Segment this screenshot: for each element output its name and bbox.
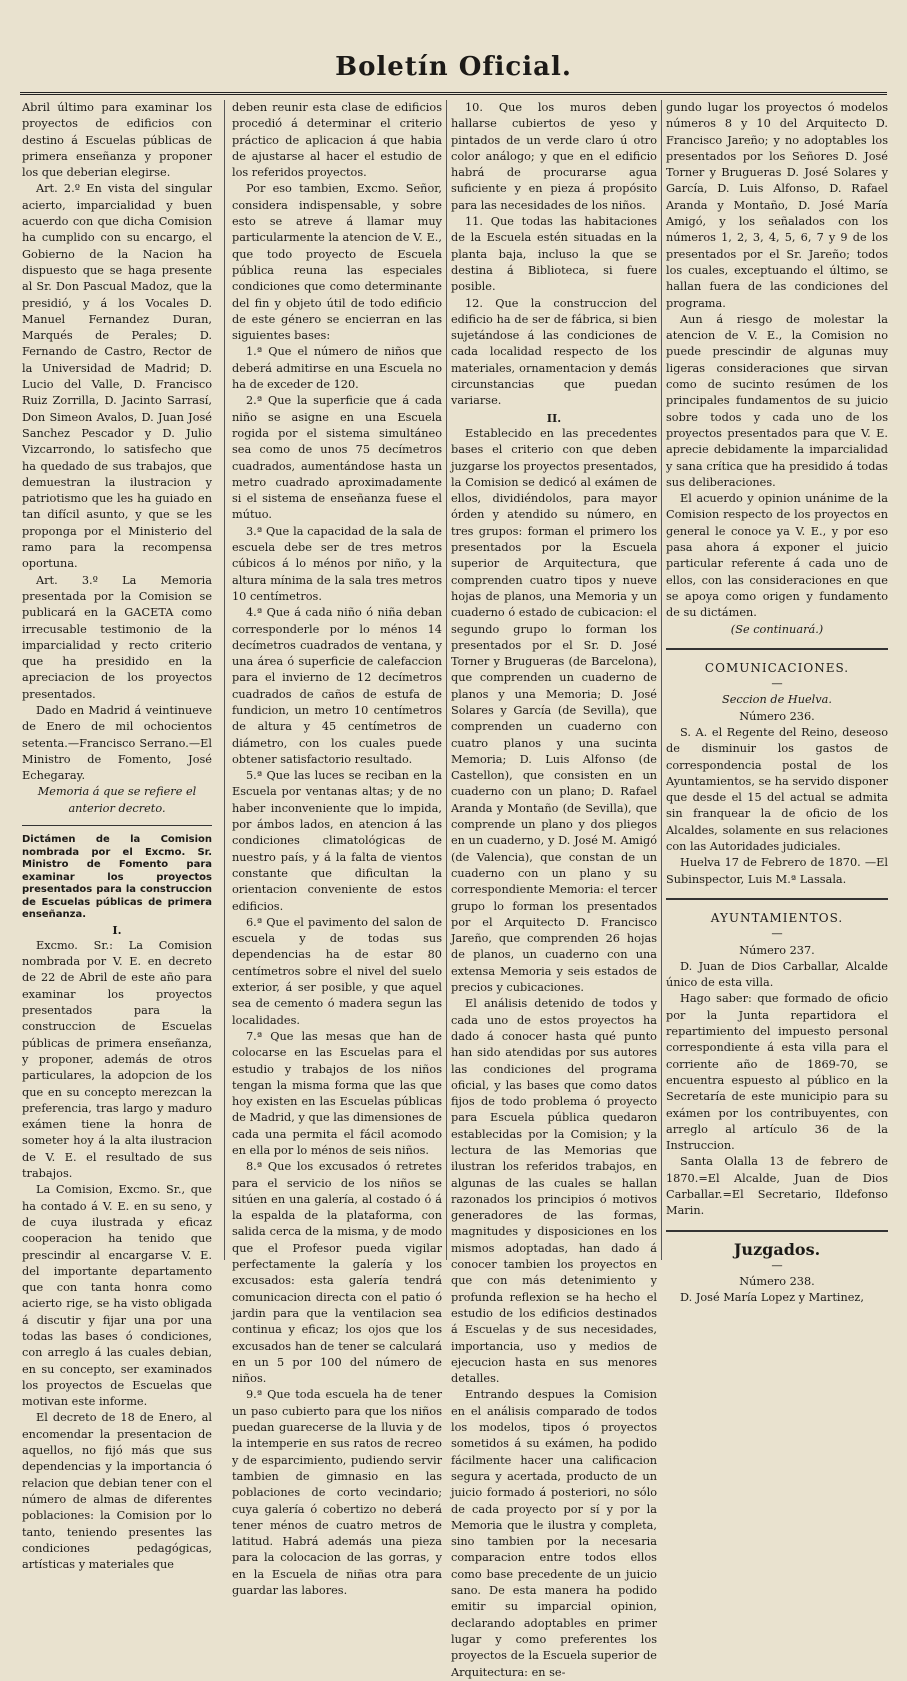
base-9: 9.ª Que toda escuela ha de tener un paso cubierto para que los niños puedan guarecerse de la lluvia y de la intemperie en sus ratos de recreo y de esparcimiento, pudiendo servir tambien de gimnasio en las poblaciones de corto vecindario; cuya galería ó cobertizo no deberá tener ménos de cuatro metros de latitud. Habrá además una pieza para la colocacion de las gorras, y en la Escuela de niñas otra para guardar las labores. xyxy=(232,1388,442,1598)
notice-number: Número 237. xyxy=(739,943,815,957)
base-2: 2.ª Que la superficie que á cada niño se asigne en una Escuela rogida por el sistema simultáneo sea como de unos 75 decímetros cuadrados, aumentándose hasta un metro cuadrado aproximadamente si el sistema de enseñanza fuese el mútuo. xyxy=(232,394,442,522)
section-number: II. xyxy=(546,410,562,425)
paragraph: El análisis detenido de todos y cada uno de estos proyectos ha dado á conocer hasta qué punto han sido atendidas por sus autores las condiciones del programa oficial, y las bases que como datos fijos de todo problema ó proyecto para Escuela pública quedaron establecidas por la Comision; y la lectura de las Memorias que ilustran los referidos trabajos, en algunas de las cuales se hallan razonados los principios ó motivos generadores de las formas, magnitudes y disposiciones en los mismos adoptadas, han dado á conocer tambien los proyectos en que con más detenimiento y profunda reflexion se ha hecho el estudio de los edificios destinados á Escuelas y de sus necesidades, importancia, uso y medios de ejecucion hasta en sus menores detalles. xyxy=(451,997,657,1386)
column-divider xyxy=(446,100,447,1260)
dash: — xyxy=(771,677,783,691)
column-2 xyxy=(232,100,442,1598)
base-1: 1.ª Que el número de niños que deberá admitirse en una Escuela no ha de exceder de 120. xyxy=(232,345,442,392)
dash: — xyxy=(771,927,783,941)
paragraph: D. Juan de Dios Carballar, Alcalde único de esta villa. xyxy=(666,959,888,990)
comunicaciones-heading: COMUNICACIONES. xyxy=(704,660,850,675)
paragraph: La Comision, Excmo. Sr., que ha contado á V. E. en su seno, y de cuya ilustrada y eficaz cooperacion ha tenido que prescindir al encargarse V. E. del importante departamento que con tanta honra como acierto rige, se ha visto obligada á discutir y fijar una por una todas las bases ó condiciones, con arreglo á las cuales debian, en su concepto, ser examinados los proyectos de Escuelas que motivan este informe. xyxy=(22,1183,212,1409)
paragraph: El decreto de 18 de Enero, al encomendar la presentacion de aquellos, no fijó más que sus dependencias y la importancia ó relacion que debian tener con el número de almas de diferentes poblaciones: la Comision por lo tanto, teniendo presentes las condiciones pedagógicas, artísticas y materiales que xyxy=(22,1411,212,1572)
base-12: 12. Que la construccion del edificio ha de ser de fábrica, si bien sujetándose á las condiciones de cada localidad respecto de los materiales, ornamentacion y demás circunstancias que puedan variarse. xyxy=(451,296,657,408)
base-10: 10. Que los muros deben hallarse cubiertos de yeso y pintados de un verde claro ú otro color análogo; y que en el edificio habrá de procurarse agua suficiente y en pieza á propósito para las necesidades de los niños. xyxy=(451,101,657,212)
decree-signature: Dado en Madrid á veintinueve de Enero de mil ochocientos setenta.—Francisco Serrano.—El Ministro de Fomento, José Echegaray. xyxy=(22,703,212,783)
base-11: 11. Que todas las habitaciones de la Escuela estén situadas en la planta baja, incluso la que se destina á Biblioteca, si fuere posible. xyxy=(451,215,657,294)
divider xyxy=(22,825,212,826)
paragraph: gundo lugar los proyectos ó modelos números 8 y 10 del Arquitecto D. Francisco Jareño; y no adoptables los presentados por los Señores D. José Torner y Brugueras D. José Solares y García, D. Luis Alfonso, D. Rafael Aranda y Montaño, D. José María Amigó, y los señalados con los números 1, 2, 3, 4, 5, 6, 7 y 9 de los presentados por el Sr. Jareño; todos los cuales, exceptuando el último, se hallan fuera de las condiciones del programa. xyxy=(666,101,888,310)
section-divider xyxy=(666,898,888,900)
signature: Huelva 17 de Febrero de 1870. —El Subinspector, Luis M.ª Lassala. xyxy=(666,856,888,886)
paragraph: Abril último para examinar los proyectos de edificios con destino á Escuelas públicas de primera enseñanza y proponer los que deberian elegirse. xyxy=(22,101,212,180)
ayuntamientos-heading: AYUNTAMIENTOS. xyxy=(710,910,844,925)
paragraph: El acuerdo y opinion unánime de la Comision respecto de los proyectos en general le conoce ya V. E., y por eso pasa ahora á exponer el juicio particular referente á cada uno de ellos, con las consideraciones en que se apoya como origen y fundamento de su dictámen. xyxy=(666,492,888,620)
column-divider xyxy=(661,100,662,1260)
juzgados-heading: Juzgados. xyxy=(733,1239,821,1259)
column-4 xyxy=(666,100,888,1305)
header-rule xyxy=(20,92,887,95)
memoria-heading: Memoria á que se refiere el anterior decreto. xyxy=(37,785,197,815)
base-8: 8.ª Que los excusados ó retretes para el servicio de los niños se sitúen en una galería, al costado ó á la espalda de la plataforma, con salida cerca de la misma, y de modo que el Profesor pueda vigilar perfectamente la galería y los excusados: esta galería tendrá comunicacion directa con el patio ó jardin para que la ventilacion sea continua y eficaz; los ojos que los excusados han de tener se calculará en un 5 por 100 del número de niños. xyxy=(232,1160,442,1386)
base-4: 4.ª Que á cada niño ó niña deban corresponderle por lo ménos 14 decímetros cuadrados de ventana, y una área ó superficie de calefaccion para el invierno de 12 decímetros cuadrados de caños de estufa de fundicion, un metro 10 centímetros de altura y 45 centímetros de diámetro, con los cuales puede obtener satisfactorio resultado. xyxy=(232,606,442,766)
column-3 xyxy=(451,100,657,1679)
paragraph: deben reunir esta clase de edificios procedió á determinar el criterio práctico de aplicacion á que habia de ajustarse al hacer el estudio de los referidos proyectos. xyxy=(232,101,442,180)
dictamen-heading: Dictámen de la Comision nombrada por el Excmo. Sr. Ministro de Fomento para examinar los proyectos presentados para la construccion de Escuelas públicas de primera enseñanza. xyxy=(22,834,212,921)
paragraph: Por eso tambien, Excmo. Señor, considera indispensable, y sobre esto se atreve á llamar muy particularmente la atencion de V. E., que todo proyecto de Escuela pública reuna las especiales condiciones que como determinante del fin y objeto útil de todo edificio de este género se encierran en las siguientes bases: xyxy=(232,182,442,343)
section-divider xyxy=(666,648,888,650)
section-divider xyxy=(666,1230,888,1232)
base-6: 6.ª Que el pavimento del salon de escuela y de todas sus dependencias ha de estar 80 centímetros sobre el nivel del suelo exterior, á ser posible, y que aquel sea de cemento ó madera segun las localidades. xyxy=(232,915,442,1027)
base-3: 3.ª Que la capacidad de la sala de escuela debe ser de tres metros cúbicos á lo ménos por niño, y la altura mínima de la sala tres metros 10 centímetros. xyxy=(232,524,442,603)
paragraph: Hago saber: que formado de oficio por la Junta repartidora el repartimiento del impuesto personal correspondiente á esta villa para el corriente año de 1869-70, se encuentra espuesto al público en la Secretaría de este municipio para su exámen por los contribuyentes, con arreglo al artículo 36 de la Instruccion. xyxy=(666,992,888,1153)
paragraph: Entrando despues la Comision en el análisis comparado de todos los modelos, tipos ó proyectos sometidos á su exámen, ha podido fácilmente hacer una calificacion segura y acertada, producto de un juicio formado á posteriori, no sólo de cada proyecto por sí y por la Memoria que le ilustra y completa, sino tambien por la necesaria comparacion entre todos ellos como base precedente de un juicio sano. De esta manera ha podido emitir su imparcial opinion, declarando adoptables en primer lugar y como preferentes los proyectos de la Escuela superior de Arquitectura: en se- xyxy=(451,1388,657,1679)
article-2: Art. 2.º En vista del singular acierto, imparcialidad y buen acuerdo con que dicha Comision ha cumplido con su encargo, el Gobierno de la Nacion ha dispuesto que se haga presente al Sr. Don Pascual Madoz, que la presidió, y á los Vocales D. Manuel Fernandez Duran, Marqués de Perales; D. Fernando de Castro, Rector de la Universidad de Madrid; D. Lucio del Valle, D. Francisco Ruiz Zorrilla, D. Jacinto Sarrasí, Don Simeon Avalos, D. Juan José Sanchez Pescador y D. Julio Vizcarrondo, lo satisfecho que ha quedado de sus trabajos, que demuestran la ilustracion y patriotismo que les ha guiado en tan difícil asunto, y que se les proponga por el Ministerio del ramo para la recompensa oportuna. xyxy=(22,182,212,571)
dash: — xyxy=(771,1258,783,1272)
notice-number: Número 238. xyxy=(739,1275,815,1289)
column-1 xyxy=(22,100,212,1572)
seccion-heading: Seccion de Huelva. xyxy=(721,693,832,707)
article-3: Art. 3.º La Memoria presentada por la Comision se publicará en la GACETA como irrecusable testimonio de la imparcialidad y recto criterio que ha presidido en la apreciacion de los proyectos presentados. xyxy=(22,573,212,701)
paragraph: D. José María Lopez y Martinez, xyxy=(680,1291,864,1305)
section-number: I. xyxy=(112,922,122,937)
base-5: 5.ª Que las luces se reciban en la Escuela por ventanas altas; y de no haber inconveniente que lo impida, por ámbos lados, en atencion á las condiciones climatológicas de nuestro país, y á la falta de vientos constante que dificultan la orientacion conveniente de estos edificios. xyxy=(232,769,442,913)
continued-note: (Se continuará.) xyxy=(730,622,824,636)
paragraph: Excmo. Sr.: La Comision nombrada por V. E. en decreto de 22 de Abril de este año para examinar los proyectos presentados para la construccion de Escuelas públicas de primera enseñanza, y proponer, además de otros particulares, la adopcion de los que en su concepto merezcan la preferencia, tras largo y maduro exámen tiene la honra de someter hoy á la alta ilustracion de V. E. el resultado de sus trabajos. xyxy=(22,938,212,1181)
paragraph: S. A. el Regente del Reino, deseoso de disminuir los gastos de correspondencia postal de los Ayuntamientos, se ha servido disponer que desde el 15 del actual se admita sin franquear la de oficio de los Alcaldes, solamente en sus relaciones con las Autoridades judiciales. xyxy=(666,725,888,854)
notice-number: Número 236. xyxy=(739,709,815,723)
paragraph: Aun á riesgo de molestar la atencion de V. E., la Comision no puede prescindir de algunas muy ligeras consideraciones que sirvan como de sucinto resúmen de los principales fundamentos de su juicio sobre todos y cada uno de los proyectos presentados para que V. E. aprecie debidamente la imparcialidad y sana crítica que ha presidido á todas sus deliberaciones. xyxy=(666,312,888,489)
signature: Santa Olalla 13 de febrero de 1870.=El Alcalde, Juan de Dios Carballar.=El Secretario, Ildefonso Marin. xyxy=(666,1155,888,1218)
page-title: Boletín Oficial. xyxy=(335,52,572,82)
base-7: 7.ª Que las mesas que han de colocarse en las Escuelas para el estudio y trabajos de los niños tengan la misma forma que las que hoy existen en las Escuelas públicas de Madrid, y que las dimensiones de cada una permita el fácil acomodo en ella por lo ménos de seis niños. xyxy=(232,1029,442,1157)
paragraph: Establecido en las precedentes bases el criterio con que deben juzgarse los proyectos presentados, la Comision se dedicó al exámen de ellos, dividiéndolos, para mayor órden y atendido su número, en tres grupos: forman el primero los presentados por la Escuela superior de Arquitectura, que comprenden cuatro tipos y nueve hojas de planos, una Memoria y un cuaderno ó estado de cubicacion: el segundo grupo lo forman los presentados por el Sr. D. José Torner y Brugueras (de Barcelona), que comprenden un cuaderno de planos y una Memoria; D. José Solares y García (de Sevilla), que comprenden un cuaderno con cuatro planos y una sucinta Memoria; D. Luis Alfonso (de Castellon), que consisten en un cuaderno con un plano; D. Rafael Aranda y Montaño (de Sevilla), que comprende un plano y dos pliegos en un cuaderno, y D. José M. Amigó (de Valencia), que constan de un cuaderno con un plano y su correspondiente Memoria: el tercer grupo lo forman los presentados por el Arquitecto D. Francisco Jareño, que comprenden 26 hojas de planos, un cuaderno con una extensa Memoria y seis estados de precios y cubicaciones. xyxy=(451,426,657,995)
column-divider xyxy=(224,100,225,1260)
